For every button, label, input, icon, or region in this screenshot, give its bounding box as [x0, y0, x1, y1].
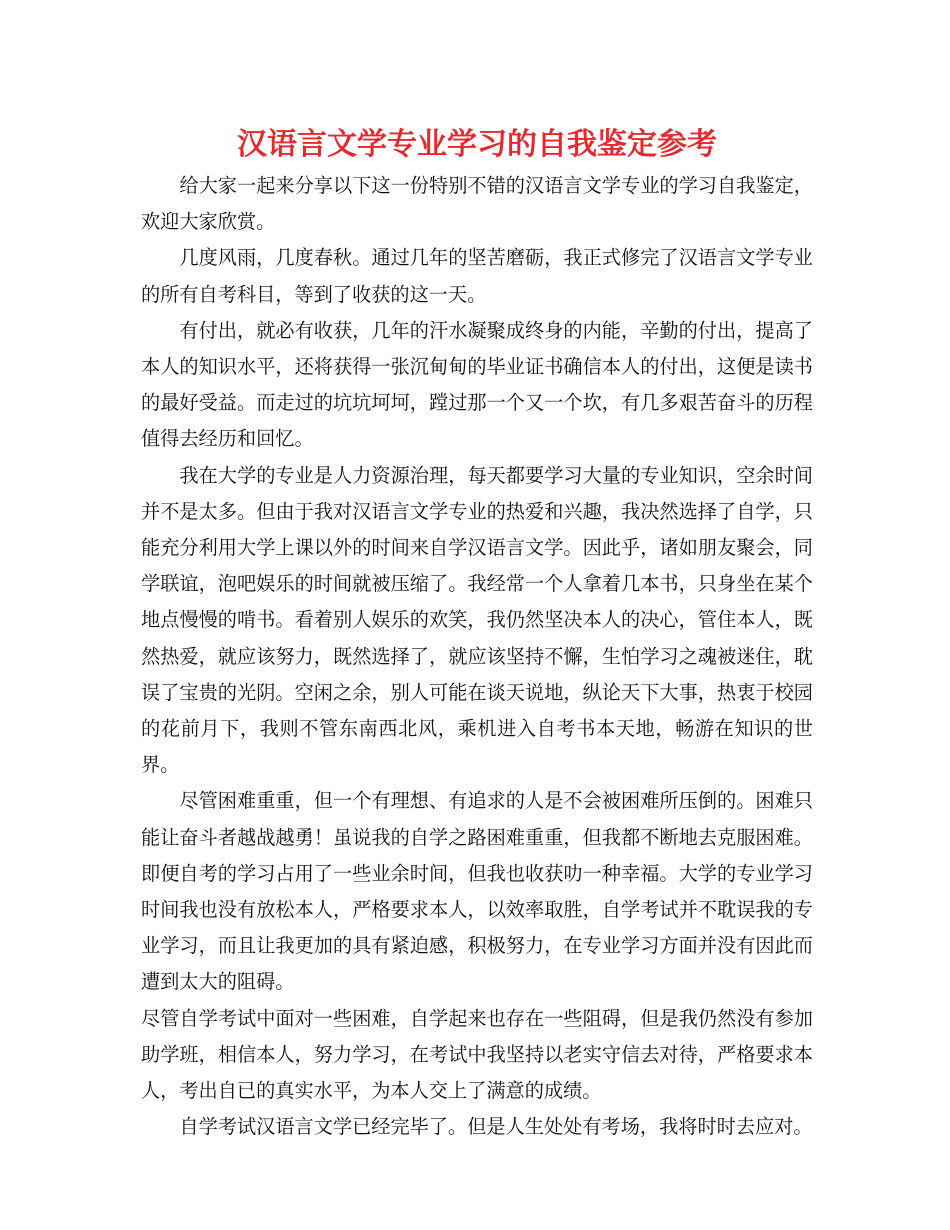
paragraph-exam-honesty: 尽管自学考试中面对一些困难，自学起来也存在一些阻碍，但是我仍然没有参加助学班，相信本人，努力学习，在考试中我坚持以老实守信去对待，严格要求本人，考出自已的真实水平，为本人交上了满意的成绩。	[141, 1006, 813, 1103]
document-title: 汉语言文学专业学习的自我鉴定参考	[237, 127, 717, 162]
paragraph-conclusion: 自学考试汉语言文学已经完毕了。但是人生处处有考场，我将时时去应对。	[179, 1115, 813, 1139]
paragraph-completion: 几度风雨，几度春秋。通过几年的坚苦磨砺，我正式修完了汉语言文学专业的所有自考科目，等到了收获的这一天。	[141, 246, 813, 306]
paragraph-intro: 给大家一起来分享以下这一份特别不错的汉语言文学专业的学习自我鉴定，欢迎大家欣赏。	[141, 174, 813, 234]
document-page	[141, 122, 813, 1145]
paragraph-study-life: 我在大学的专业是人力资源治理，每天都要学习大量的专业知识，空余时间并不是太多。但由于我对汉语言文学专业的热爱和兴趣，我决然选择了自学，只能充分利用大学上课以外的时间来自学汉语言文学。因此乎，诸如朋友聚会，同学联谊，泡吧娱乐的时间就被压缩了。我经常一个人拿着几本书，只身坐在某个地点慢慢的啃书。看着别人娱乐的欢笑，我仍然坚决本人的决心，管住本人，既然热爱，就应该努力，既然选择了，就应该坚持不懈，生怕学习之魂被迷住，耽误了宝贵的光阴。空闲之余，别人可能在谈天说地，纵论天下大事，热衷于校园的花前月下，我则不管东南西北风，乘机进入自考书本天地，畅游在知识的世界。	[141, 463, 813, 777]
paragraph-effort: 有付出，就必有收获，几年的汗水凝聚成终身的内能，辛勤的付出，提高了本人的知识水平，还将获得一张沉甸甸的毕业证书确信本人的付出，这便是读书的最好受益。而走过的坑坑坷坷，蹚过那一个又一个坎，有几多艰苦奋斗的历程值得去经历和回忆。	[141, 318, 813, 451]
paragraph-difficulties: 尽管困难重重，但一个有理想、有追求的人是不会被困难所压倒的。困难只能让奋斗者越战越勇！虽说我的自学之路困难重重，但我都不断地去克服困难。即便自考的学习占用了一些业余时间，但我也收获叻一种幸福。大学的专业学习时间我也没有放松本人，严格要求本人，以效率取胜，自学考试并不耽误我的专业学习，而且让我更加的具有紧迫感，积极努力，在专业学习方面并没有因此而遭到太大的阻碍。	[141, 789, 813, 994]
